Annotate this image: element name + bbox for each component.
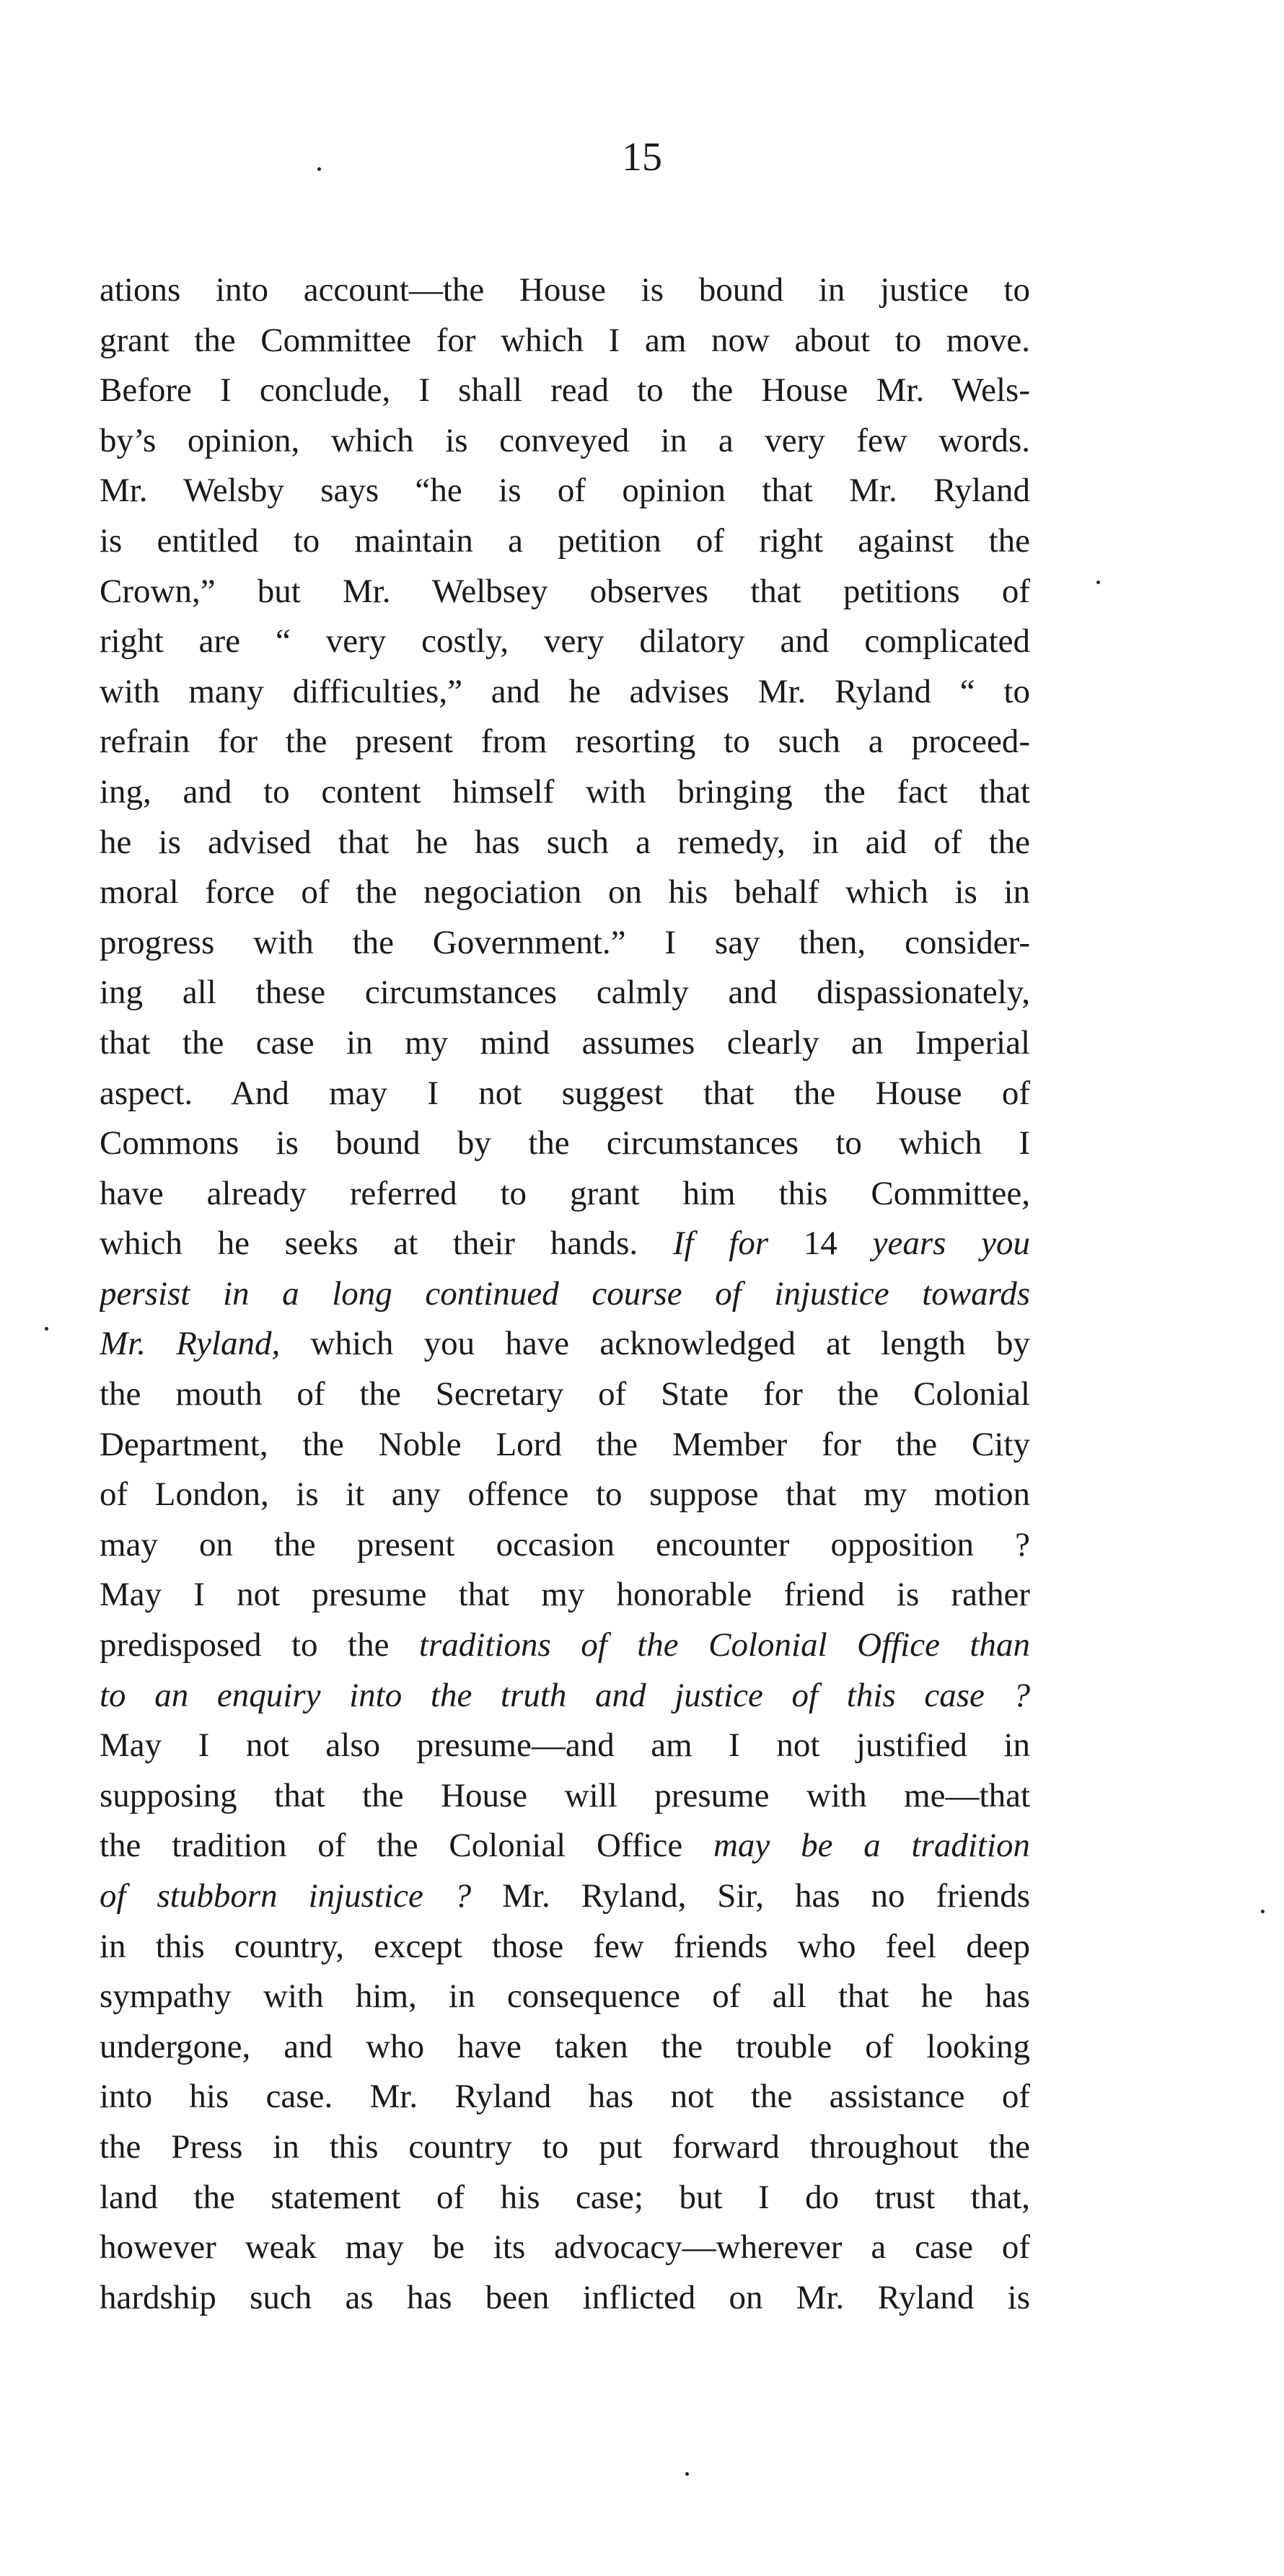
text-line [100, 1972, 1030, 2022]
text-run: right are “ very costly, very dilatory and complicated [100, 622, 1030, 661]
text-line [100, 667, 1030, 718]
text-line [100, 1069, 1030, 1119]
text-run: into his case. Mr. Ryland has not the assistance of [100, 2078, 1030, 2116]
italic-text: If for [672, 1225, 769, 1263]
text-line [100, 466, 1030, 516]
text-run: the Press in this country to put forward throughout the [100, 2127, 1030, 2166]
text-line [100, 2072, 1030, 2122]
text-run: which he seeks at their hands. [100, 1225, 673, 1263]
italic-text: traditions of the Colonial Office than [418, 1626, 1030, 1664]
text-run: with many difficulties,” and he advises Mr. Ryland “ to [100, 672, 1030, 710]
text-line [100, 1319, 1030, 1369]
text-run: May I not presume that my honorable friend is rather [100, 1576, 1030, 1614]
text-line [100, 1871, 1030, 1922]
text-run: Mr. Welsby says “he is of opinion that Mr. Ryland [100, 472, 1030, 510]
text-run: moral force of the negociation on his behalf which is in [100, 873, 1030, 912]
text-run: supposing that the House will presume with me—that [100, 1776, 1030, 1814]
italic-text: persist in a long continued course of injustice towards [100, 1274, 1030, 1313]
text-run: ing all these circumstances calmly and dispassionately, [100, 974, 1030, 1012]
text-run: Mr. Ryland, Sir, has no friends [471, 1877, 1030, 1915]
italic-text: may be a tradition [713, 1827, 1030, 1865]
text-line [100, 2173, 1030, 2223]
text-run: aspect. And may I not suggest that the House of [100, 1074, 1030, 1112]
text-run: the mouth of the Secretary of State for the Colonial [100, 1375, 1030, 1413]
text-run: ations into account—the House is bound in justice to [100, 271, 1030, 309]
text-line [100, 516, 1030, 567]
text-line [100, 316, 1030, 366]
margin-speck [1261, 1910, 1265, 1913]
text-line [100, 1219, 1030, 1269]
text-line [100, 1369, 1030, 1420]
text-line [100, 1922, 1030, 1972]
italic-text: Mr. Ryland, [100, 1325, 281, 1363]
text-run: land the statement of his case; but I do trust that, [100, 2178, 1030, 2216]
text-line [100, 1620, 1030, 1671]
text-line [100, 1119, 1030, 1169]
text-line [100, 868, 1030, 918]
text-line [100, 416, 1030, 467]
text-line [100, 1169, 1030, 1219]
margin-speck [1096, 581, 1100, 584]
text-run: sympathy with him, in consequence of all that he has [100, 1977, 1030, 2016]
text-line [100, 1520, 1030, 1571]
text-run: refrain for the present from resorting to such a proceed- [100, 723, 1030, 761]
text-run: which you have acknowledged at length by [280, 1325, 1030, 1363]
text-run: progress with the Government.” I say then, consider- [100, 923, 1030, 961]
text-run: hardship such as has been inflicted on Mr. Ryland is [100, 2278, 1030, 2316]
text-line [100, 1018, 1030, 1069]
text-line [100, 1570, 1030, 1620]
text-line [100, 1771, 1030, 1822]
text-run: is entitled to maintain a petition of right against the [100, 521, 1030, 560]
text-line [100, 1671, 1030, 1721]
page-number: 15 [622, 135, 662, 180]
text-run: have already referred to grant him this Committee, [100, 1174, 1030, 1212]
text-run: grant the Committee for which I am now about to move. [100, 321, 1030, 359]
margin-speck [685, 2472, 689, 2476]
text-line [100, 1470, 1030, 1520]
italic-text: of stubborn injustice ? [100, 1877, 472, 1915]
text-run: ing, and to content himself with bringing the fact that [100, 772, 1030, 811]
text-run: however weak may be its advocacy—wherever a case of [100, 2228, 1030, 2267]
body-text [100, 265, 1030, 2323]
text-run: 14 [768, 1225, 873, 1263]
text-line [100, 2223, 1030, 2273]
text-line [100, 366, 1030, 416]
text-line [100, 567, 1030, 617]
text-run: by’s opinion, which is conveyed in a very few words. [100, 421, 1030, 459]
text-run: undergone, and who have taken the trouble of looking [100, 2027, 1030, 2065]
text-run: that the case in my mind assumes clearly an Imperial [100, 1023, 1030, 1062]
text-run: Commons is bound by the circumstances to which I [100, 1124, 1030, 1163]
margin-speck [317, 167, 321, 171]
text-line [100, 617, 1030, 667]
text-run: the tradition of the Colonial Office [100, 1827, 713, 1865]
text-run: May I not also presume—and am I not justified in [100, 1726, 1030, 1765]
italic-text: years you [872, 1225, 1030, 1263]
text-line [100, 818, 1030, 868]
text-run: Before I conclude, I shall read to the House Mr. Wels- [100, 371, 1030, 410]
margin-speck [45, 1327, 48, 1331]
text-line [100, 2022, 1030, 2073]
text-run: Department, the Noble Lord the Member for the City [100, 1425, 1030, 1463]
text-run: Crown,” but Mr. Welbsey observes that petitions of [100, 572, 1030, 610]
text-run: may on the present occasion encounter opposition ? [100, 1525, 1030, 1563]
text-line [100, 767, 1030, 818]
text-run: predisposed to the [100, 1626, 419, 1664]
text-line [100, 1420, 1030, 1470]
text-line [100, 968, 1030, 1018]
text-line [100, 2122, 1030, 2173]
text-line [100, 265, 1030, 316]
text-line [100, 2273, 1030, 2324]
italic-text: to an enquiry into the truth and justice of this case ? [100, 1676, 1030, 1714]
text-line [100, 1721, 1030, 1771]
text-line [100, 1269, 1030, 1320]
text-line [100, 1821, 1030, 1871]
text-line [100, 918, 1030, 969]
text-run: of London, is it any offence to suppose that my motion [100, 1476, 1030, 1514]
text-run: in this country, except those few friends who feel deep [100, 1927, 1030, 1965]
text-run: he is advised that he has such a remedy, in aid of the [100, 823, 1030, 861]
text-line [100, 717, 1030, 767]
